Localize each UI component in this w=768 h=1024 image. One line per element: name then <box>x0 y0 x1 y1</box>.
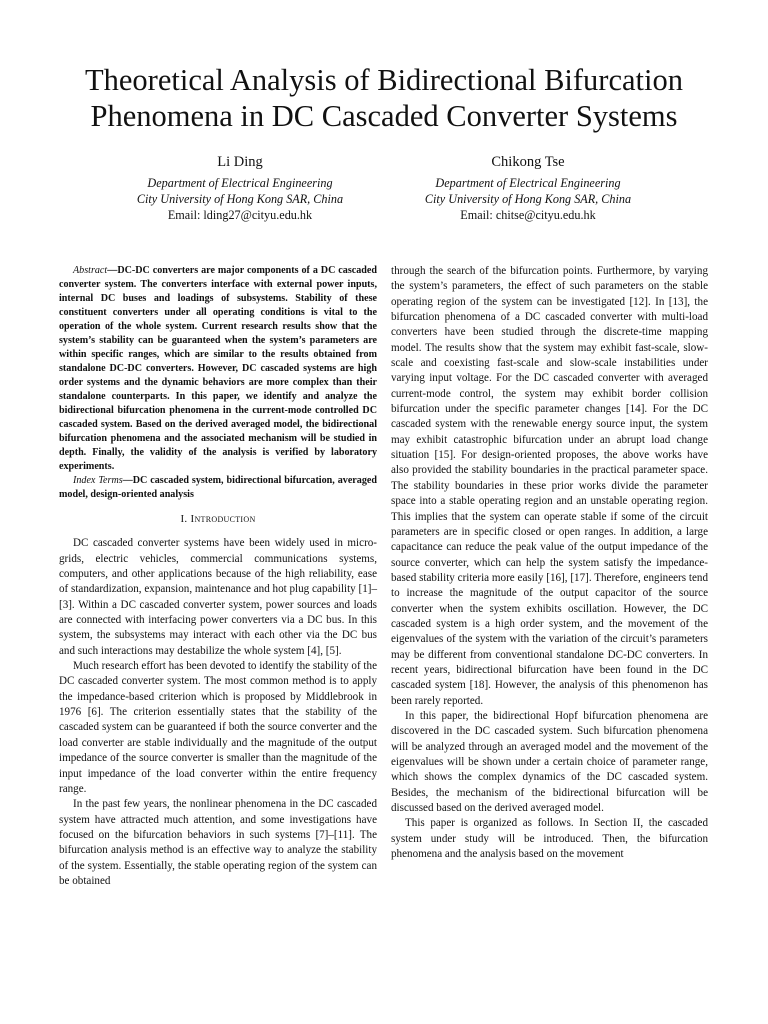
paper-title <box>40 62 728 134</box>
paragraph: In the past few years, the nonlinear phenomena in the DC cascaded system have attracted much attention, and some investigations have focused on the bifurcation behaviors in such systems [7]–[11]. The bifurcation analysis method is an effective way to analyze the stability of the system. Essentially, the stable operating region of the system can be obtained <box>59 798 377 887</box>
author-email: Email: chitse@cityu.edu.hk <box>460 208 596 222</box>
section-heading <box>59 512 377 527</box>
index-terms-label: Index Terms <box>73 475 123 486</box>
abstract-label: Abstract <box>73 265 108 276</box>
paragraph: Much research effort has been devoted to identify the stability of the DC cascaded converter system. The most common method is to apply the impedance-based criterion which is proposed by Middlebrook in 1976 [6]. The criterion essentially states that the stability of the cascaded system can be guaranteed if both the source converter and the load converter are stable individually and the magnitude of the output impedance of the source converter is smaller than the magnitude of the input impedance of the load converter within the entire frequency range. <box>59 660 377 795</box>
left-column <box>59 264 377 889</box>
author-block-1 <box>112 154 368 223</box>
author-university: City University of Hong Kong SAR, China <box>424 192 632 206</box>
title-line-2: Phenomena in DC Cascaded Converter Systems <box>90 99 678 133</box>
index-terms-text: —DC cascaded system, bidirectional bifurcation, averaged model, design-oriented analysis <box>59 475 377 500</box>
author-name: Li Ding <box>217 154 263 170</box>
right-column <box>391 264 708 862</box>
section-number: I. <box>180 513 188 525</box>
paragraph: This paper is organized as follows. In Section II, the cascaded system under study will be introduced. Then, the bifurcation phenomena and the analysis based on the movement <box>391 817 708 861</box>
paragraph: DC cascaded converter systems have been widely used in micro-grids, electric vehicles, commercial communications systems, computers, and other applications because of the high reliability, ease of standardization, expansion, maintenance and hot plug capability [1]–[3]. Within a DC cascaded converter system, power sources and loads are connected with interfacing power converters via a DC bus. In this system, the subsystems may interact with each other via the DC bus and such interactions may destabilize the whole system [4], [5]. <box>59 537 377 657</box>
abstract <box>59 264 377 474</box>
abstract-text: —DC-DC converters are major components of a DC cascaded converter system. The converters interface with external power inputs, internal DC buses and loadings of subsystems. Stability of these constituent converters under all operating conditions is vital to the operation of the whole system. Current research results show that the system’s stability can be guaranteed when the system’s parameters are within specific ranges, which are similar to the results obtained from standalone DC-DC converters. However, DC cascaded systems are high order systems and the dynamic behaviors are more complex than their standalone counterparts. In this paper, we identify and analyze the bidirectional bifurcation phenomena in the current-mode controlled DC cascaded system. Based on the derived averaged model, the bidirectional bifurcation phenomena and the associated mechanism will be studied in depth. Finally, the validity of the analysis is verified by laboratory experiments. <box>59 265 377 472</box>
author-department: Department of Electrical Engineering <box>147 176 333 190</box>
author-email: Email: lding27@cityu.edu.hk <box>167 208 313 222</box>
paragraph: through the search of the bifurcation points. Furthermore, by varying the system’s parameters, the effect of such parameters on the stable operating region of the system can be investigated [12]. In [13], the bifurcation phenomena of a DC cascaded converter with multi-load converters have been studied through the discrete-time mapping model. The results show that the system may exhibit fast-scale, slow-scale and coexisting fast-scale and slow-scale instabilities under varying input voltage. For the DC cascaded converter with averaged current-mode control, the system may exhibit border collision bifurcation under the specific parameter changes [14]. For the DC cascaded system with the renewable energy source input, the system may exhibit catastrophic bifurcation under an abrupt load change situation [15]. For design-oriented proposes, the above works have also provided the stability boundaries in the practical parameter space. The stability boundaries in these prior works divide the parameter space into a stable operating region and an unstable operating region. This implies that the system can operate stable if some of the circuit parameters are in specific closed or open ranges. In addition, a large capacitance can reduce the peak value of the output impedance of the source converter, which can help the system satisfy the impedance-based stability criteria more easily [16], [17]. Therefore, engineers tend to increase the magnitude of the output capacitor of the source converter when the system exhibits oscillation. However, the DC cascaded system is a high order system, and the movement of the eigenvalues of the system with the variation of the circuit’s parameters may be different from conventional standalone DC-DC converters. In recent years, bidirectional bifurcation have been found in the DC cascaded system [18]. However, the analysis of this phenomenon has been rarely reported. <box>391 265 708 707</box>
paragraph: In this paper, the bidirectional Hopf bifurcation phenomena are discovered in the DC cascaded system. Such bifurcation phenomena will be analyzed through an averaged model and the movement of the eigenvalues will be shown under a certain choice of parameter range, which shows the complex dynamics of the DC cascaded system. Besides, the mechanism of the bidirectional bifurcation will be discussed based on the derived averaged model. <box>391 709 708 815</box>
index-terms <box>59 474 377 502</box>
author-university: City University of Hong Kong SAR, China <box>136 192 344 206</box>
author-department: Department of Electrical Engineering <box>435 176 621 190</box>
section-title: Introduction <box>190 513 256 525</box>
author-name: Chikong Tse <box>491 154 565 170</box>
title-line-1: Theoretical Analysis of Bidirectional Bifurcation <box>85 63 683 97</box>
author-block-2 <box>400 154 656 223</box>
